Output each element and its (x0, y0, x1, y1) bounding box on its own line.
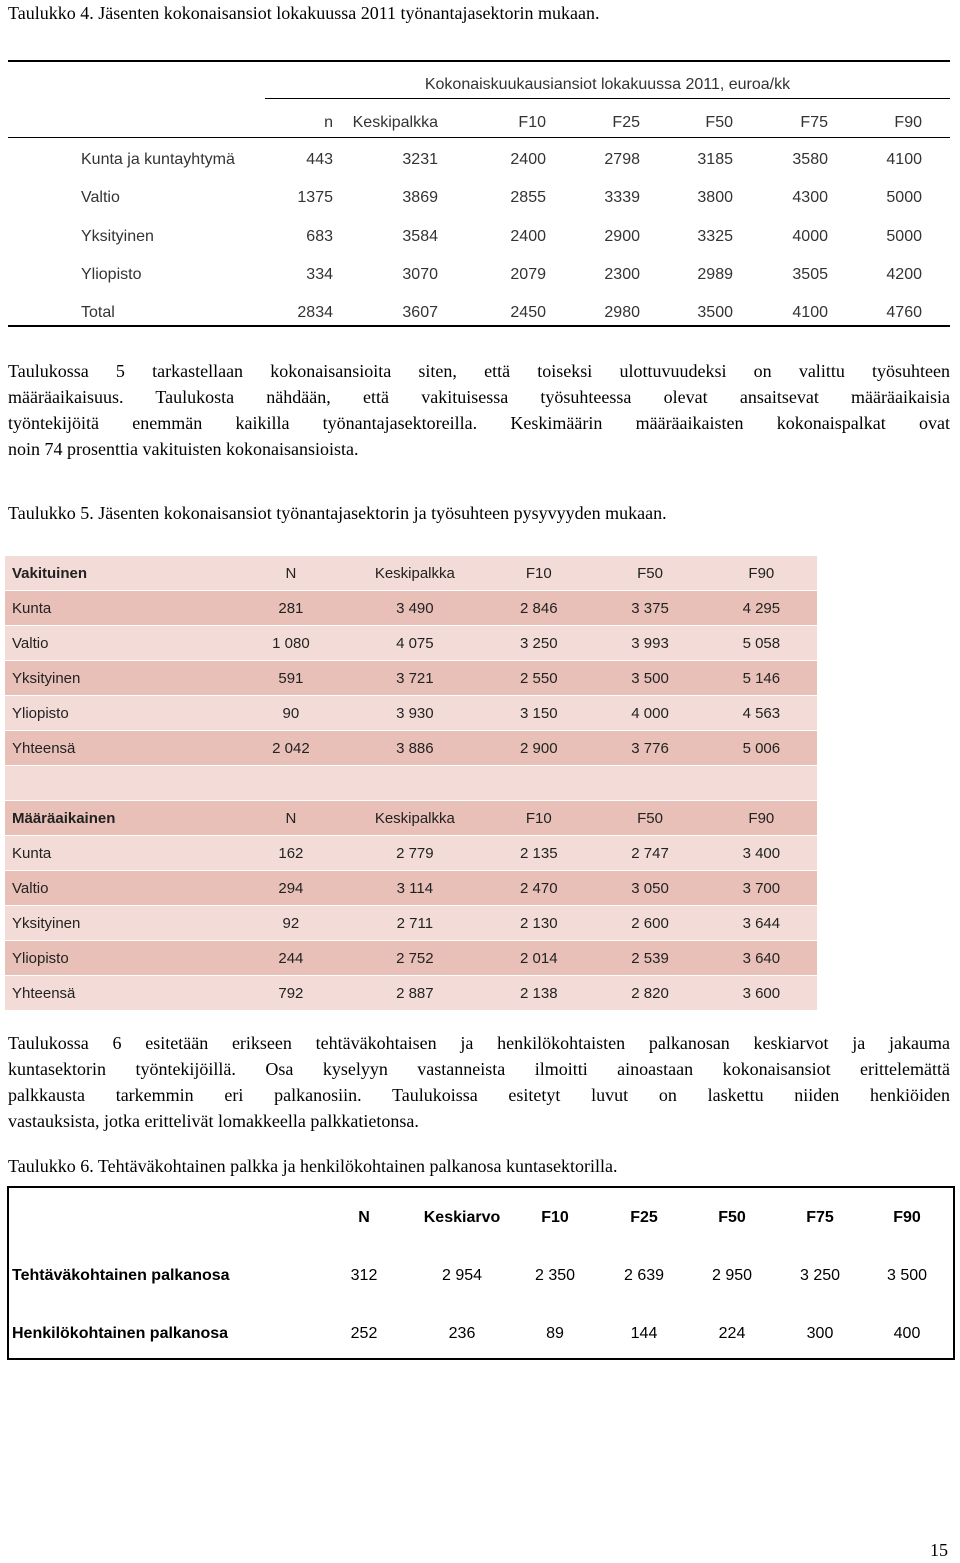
table-cell: 2989 (697, 266, 733, 283)
table4-group-rule (265, 98, 950, 99)
table-cell: 3500 (697, 304, 733, 321)
table-cell: 2980 (604, 304, 640, 321)
table-cell: 3 400 (706, 836, 817, 871)
table-row (5, 836, 817, 871)
table-cell: 3584 (402, 228, 438, 245)
row-label: Tehtäväkohtainen palkanosa (12, 1267, 230, 1284)
table-cell: 4300 (792, 189, 828, 206)
paragraph-1 (8, 358, 950, 462)
table-cell: 3070 (402, 266, 438, 283)
table-cell: 300 (806, 1325, 834, 1342)
table-header-row (5, 556, 817, 591)
table-cell: 4 075 (347, 626, 484, 661)
row-label: Yksityinen (5, 661, 235, 696)
table-cell: 252 (350, 1325, 378, 1342)
table-cell: 2 600 (594, 906, 705, 941)
table-cell: 2 470 (483, 871, 594, 906)
table4-column-header: F50 (705, 114, 733, 131)
table-cell: 2 846 (483, 591, 594, 626)
table-cell: 2 752 (347, 941, 484, 976)
table-cell: 4 000 (594, 696, 705, 731)
table-cell: 2 539 (594, 941, 705, 976)
table-cell: 3 993 (594, 626, 705, 661)
table-cell: 400 (893, 1325, 921, 1342)
table-cell: 2855 (510, 189, 546, 206)
table-cell: 3580 (792, 151, 828, 168)
table-cell: 2900 (604, 228, 640, 245)
table-cell: 89 (546, 1325, 564, 1342)
paragraph-line: työntekijöitä enemmän kaikilla työnantajasektoreilla. Keskimäärin määräaikaisten kokonaispalkat ovat (8, 413, 950, 433)
table5 (5, 556, 817, 1011)
table-cell: 1 080 (235, 626, 346, 661)
table-cell: 236 (448, 1325, 476, 1342)
table-cell: 1375 (297, 189, 333, 206)
table-cell: 792 (235, 976, 346, 1011)
table-row (5, 766, 817, 801)
table-cell: 5000 (886, 228, 922, 245)
table-cell: Keskipalkka (347, 556, 484, 591)
table-cell: 281 (235, 591, 346, 626)
table4-column-header: F75 (800, 114, 828, 131)
table-cell: F50 (594, 801, 705, 836)
table-cell: 2450 (510, 304, 546, 321)
table-cell: N (235, 801, 346, 836)
row-label: Yhteensä (5, 976, 235, 1011)
table4-top-rule (8, 60, 950, 62)
table6-column-header: F90 (893, 1209, 921, 1226)
table-cell: 3339 (604, 189, 640, 206)
table-cell: F90 (706, 801, 817, 836)
table-cell: 3 150 (483, 696, 594, 731)
table-cell: 2 887 (347, 976, 484, 1011)
paragraph-line: noin 74 prosenttia vakituisten kokonaisansioista. (8, 439, 359, 459)
table-cell: 3 250 (483, 626, 594, 661)
table4-column-header: F10 (518, 114, 546, 131)
table-cell (706, 766, 817, 801)
table-cell: 3 375 (594, 591, 705, 626)
table6-column-header: N (358, 1209, 370, 1226)
table-row (5, 696, 817, 731)
row-label: Yksityinen (5, 906, 235, 941)
table4-column-header: F25 (612, 114, 640, 131)
table-cell: 2 014 (483, 941, 594, 976)
row-label: Henkilökohtainen palkanosa (12, 1325, 229, 1342)
table-cell (594, 766, 705, 801)
table-cell: 3 500 (594, 661, 705, 696)
table-cell: 4760 (886, 304, 922, 321)
table-cell: 3 490 (347, 591, 484, 626)
paragraph-line: Taulukossa 6 esitetään erikseen tehtäväkohtaisen ja henkilökohtaisten palkanosan keskiarvot ja jakauma (8, 1033, 950, 1053)
paragraph-line: Taulukossa 5 tarkastellaan kokonaisansioita siten, että toiseksi ulottuvuudeksi on valittu työsuhteen (8, 361, 950, 381)
table-cell: 162 (235, 836, 346, 871)
table-cell: 3607 (402, 304, 438, 321)
row-label: Yliopisto (81, 266, 142, 283)
table4-group-header: Kokonaiskuukausiansiot lokakuussa 2011, euroa/kk (424, 76, 791, 93)
table-cell: 2 954 (441, 1267, 483, 1284)
table-cell: 443 (306, 151, 333, 168)
table-cell: F10 (483, 556, 594, 591)
table6-column-header: Keskiarvo (423, 1209, 501, 1226)
table-cell: 3 930 (347, 696, 484, 731)
table-cell: 2400 (510, 228, 546, 245)
table-cell: 2 820 (594, 976, 705, 1011)
table-cell: 5 146 (706, 661, 817, 696)
table-cell: 3 644 (706, 906, 817, 941)
table-cell: 3 050 (594, 871, 705, 906)
paragraph-line: vastauksista, jotka erittelivät lomakkeella palkkatietonsa. (8, 1111, 419, 1131)
table-cell: 2 950 (711, 1267, 753, 1284)
row-label: Kunta (5, 836, 235, 871)
table-cell: 5 006 (706, 731, 817, 766)
table-cell: 4 563 (706, 696, 817, 731)
page-number: 15 (930, 1540, 948, 1560)
table4-column-header: F90 (894, 114, 922, 131)
table-cell: N (235, 556, 346, 591)
table6-column-header: F50 (718, 1209, 746, 1226)
row-label: Yksityinen (81, 228, 154, 245)
table-cell: 591 (235, 661, 346, 696)
paragraph-line: palkkausta tarkemmin eri palkanosiin. Taulukoissa esitetyt luvut on laskettu niiden henkiöiden (8, 1085, 950, 1105)
row-label (5, 766, 235, 801)
table-cell: 3 776 (594, 731, 705, 766)
table-cell: 3 700 (706, 871, 817, 906)
table4-bottom-rule (8, 325, 950, 327)
row-label: Valtio (81, 189, 120, 206)
table-cell: 3325 (697, 228, 733, 245)
row-label: Yliopisto (5, 696, 235, 731)
paragraph-2 (8, 1030, 950, 1134)
table-cell: 4100 (886, 151, 922, 168)
table-cell: 3505 (792, 266, 828, 283)
table6-column-header: F25 (630, 1209, 658, 1226)
table-cell: F50 (594, 556, 705, 591)
row-label: Määräaikainen (5, 801, 235, 836)
table-row (5, 591, 817, 626)
table4-caption: Taulukko 4. Jäsenten kokonaisansiot lokakuussa 2011 työnantajasektorin mukaan. (8, 3, 600, 23)
table-cell: 2 779 (347, 836, 484, 871)
table-cell: 2300 (604, 266, 640, 283)
table-cell: 92 (235, 906, 346, 941)
table-cell: 144 (630, 1325, 658, 1342)
table6-column-header: F10 (541, 1209, 569, 1226)
table-cell: 294 (235, 871, 346, 906)
table-cell: 2798 (604, 151, 640, 168)
table-cell: 334 (306, 266, 333, 283)
row-label: Total (81, 304, 115, 321)
table-cell: Keskipalkka (347, 801, 484, 836)
table-cell: 244 (235, 941, 346, 976)
table-cell: 2 130 (483, 906, 594, 941)
table-cell: 2 747 (594, 836, 705, 871)
table-cell: 90 (235, 696, 346, 731)
table-cell: 312 (350, 1267, 378, 1284)
table-row (5, 626, 817, 661)
table-cell: F10 (483, 801, 594, 836)
table-cell: 2400 (510, 151, 546, 168)
table-cell: 2 135 (483, 836, 594, 871)
table-cell: 3 600 (706, 976, 817, 1011)
table-cell: 2834 (297, 304, 333, 321)
table-cell: 2079 (510, 266, 546, 283)
table4-header-rule (8, 137, 950, 138)
table-cell: 4 295 (706, 591, 817, 626)
row-label: Yliopisto (5, 941, 235, 976)
table-cell: 2 138 (483, 976, 594, 1011)
row-label: Vakituinen (5, 556, 235, 591)
row-label: Valtio (5, 871, 235, 906)
table-cell: 3 721 (347, 661, 484, 696)
table-row (5, 661, 817, 696)
table-cell: F90 (706, 556, 817, 591)
paragraph-line: määräaikaisuus. Taulukosta nähdään, että vakituisessa työsuhteessa olevat ansaitsevat määräaikaisia (8, 387, 950, 407)
table-cell (235, 766, 346, 801)
table-row (5, 941, 817, 976)
table6-column-header: F75 (806, 1209, 834, 1226)
table-cell: 224 (718, 1325, 746, 1342)
row-label: Yhteensä (5, 731, 235, 766)
table-cell: 3231 (402, 151, 438, 168)
table-cell: 5 058 (706, 626, 817, 661)
paragraph-line: kuntasektorin työntekijöillä. Osa kyselyyn vastanneista ilmoitti ainoastaan kokonaisansiot erittelemättä (8, 1059, 950, 1079)
table-row (5, 976, 817, 1011)
table-row (5, 906, 817, 941)
table-cell: 2 711 (347, 906, 484, 941)
row-label: Valtio (5, 626, 235, 661)
table5-caption: Taulukko 5. Jäsenten kokonaisansiot työnantajasektorin ja työsuhteen pysyvyyden mukaan. (8, 503, 667, 523)
table4-column-header: n (324, 114, 333, 131)
table-cell: 3869 (402, 189, 438, 206)
table6-caption: Taulukko 6. Tehtäväkohtainen palkka ja henkilökohtainen palkanosa kuntasektorilla. (8, 1156, 618, 1176)
table-cell: 5000 (886, 189, 922, 206)
table-cell: 683 (306, 228, 333, 245)
table-row (5, 731, 817, 766)
table-cell: 2 350 (534, 1267, 576, 1284)
table-cell (347, 766, 484, 801)
table-row (5, 871, 817, 906)
table-cell: 3 640 (706, 941, 817, 976)
row-label: Kunta (5, 591, 235, 626)
table-cell: 3 500 (886, 1267, 928, 1284)
table-cell: 4000 (792, 228, 828, 245)
table-cell: 2 900 (483, 731, 594, 766)
table-cell (483, 766, 594, 801)
table-cell: 4200 (886, 266, 922, 283)
table6 (7, 1186, 955, 1360)
table-header-row (5, 801, 817, 836)
table-cell: 3 886 (347, 731, 484, 766)
table-cell: 2 550 (483, 661, 594, 696)
table-cell: 4100 (792, 304, 828, 321)
table-cell: 3 114 (347, 871, 484, 906)
row-label: Kunta ja kuntayhtymä (81, 151, 235, 168)
table-cell: 2 639 (623, 1267, 665, 1284)
table-cell: 3 250 (799, 1267, 841, 1284)
table4-column-header: Keskipalkka (352, 114, 438, 131)
table-cell: 3185 (697, 151, 733, 168)
table-cell: 3800 (697, 189, 733, 206)
table-cell: 2 042 (235, 731, 346, 766)
table4 (0, 0, 960, 340)
